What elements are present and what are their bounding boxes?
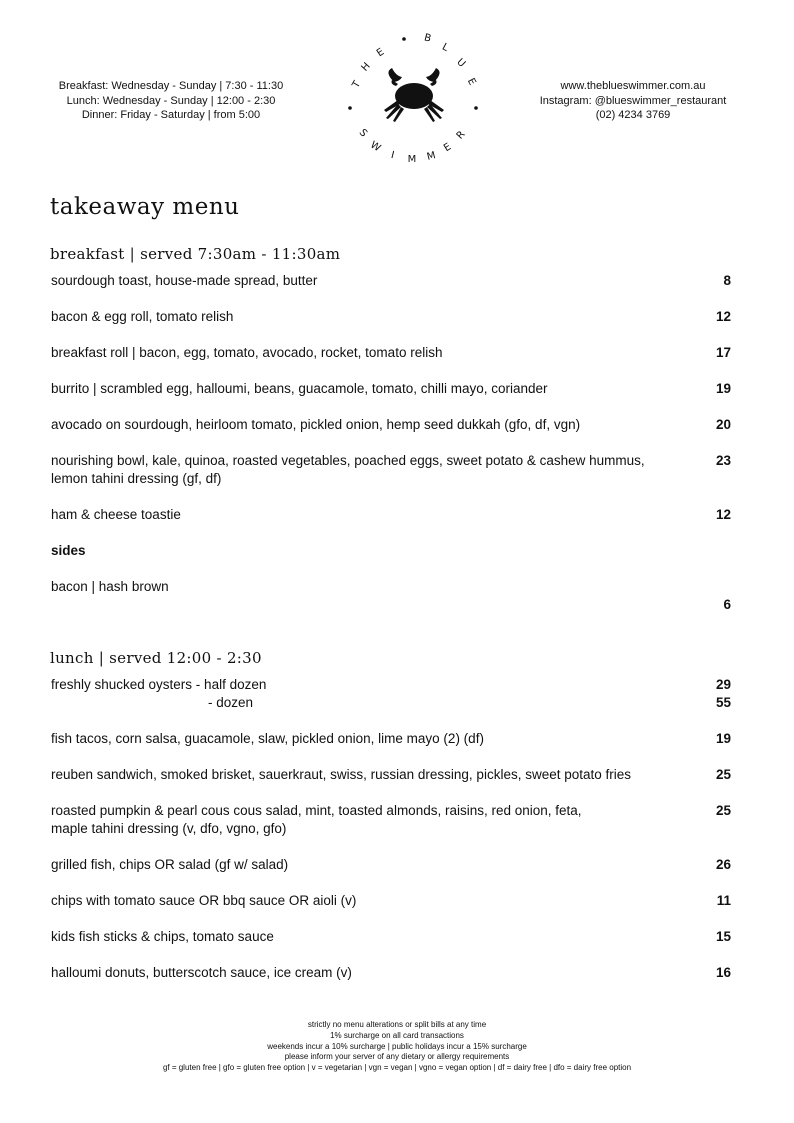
svg-text:W: W [368,139,383,155]
footer-line: gf = gluten free | gfo = gluten free option | v = vegetarian | vgn = vegan | vgno = vegan option | df = dairy free | dfo = dairy free option [162,1063,632,1073]
menu-item: chips with tomato sauce OR bbq sauce OR aioli (v) 11 [51,893,731,908]
item-price: 23 [715,453,731,468]
sides-heading: sides [51,543,86,558]
footer-line: please inform your server of any dietary or allergy requirements [284,1052,510,1062]
hours-lunch: Lunch: Wednesday - Sunday | 12:00 - 2:30 [66,94,276,107]
footer-line: weekends incur a 10% surcharge | public holidays incur a 15% surcharge [267,1041,527,1051]
menu-item: roasted pumpkin & pearl cous cous salad, mint, toasted almonds, raisins, red onion, feta, maple tahini dressing (v, dfo, vgno, gfo) 25 [51,803,731,836]
menu-item: ham & cheese toastie 12 [51,507,731,522]
menu-item: fish tacos, corn salsa, guacamole, slaw, pickled onion, lime mayo (2) (df) 19 [51,731,731,746]
item-price: 25 [715,767,731,782]
phone-number[interactable]: (02) 4234 3769 [595,109,671,121]
svg-text:E: E [374,46,387,60]
item-price: 8 [723,273,731,288]
svg-text:U: U [454,56,468,70]
item-price: 6 [723,597,731,612]
svg-text:B: B [422,32,433,45]
svg-text:R: R [454,129,468,142]
menu-item: freshly shucked oysters - half dozen - dozen 29 55 [51,677,731,710]
website-link[interactable]: www.theblueswimmer.com.au [560,80,706,92]
item-price: 25 [715,803,731,818]
item-price: 12 [715,309,731,324]
item-price: 15 [715,929,731,944]
blue-swimmer-logo [336,24,488,176]
menu-item: bacon & egg roll, tomato relish 12 [51,309,731,324]
svg-text:E: E [442,141,454,155]
menu-item: halloumi donuts, butterscotch sauce, ice cream (v) 16 [51,965,731,980]
menu-item: grilled fish, chips OR salad (gf w/ salad) 26 [51,857,731,872]
menu-item: kids fish sticks & chips, tomato sauce 15 [51,929,731,944]
menu-item: breakfast roll | bacon, egg, tomato, avocado, rocket, tomato relish 17 [51,345,731,360]
menu-title: takeaway menu [50,194,240,220]
footer-line: strictly no menu alterations or split bills at any time [307,1020,487,1029]
svg-text:S: S [356,127,370,140]
item-price: 16 [715,965,731,980]
menu-item: nourishing bowl, kale, quinoa, roasted vegetables, poached eggs, sweet potato & cashew hummus, lemon tahini dressing (gf, df) 23 [51,453,731,486]
item-price: 17 [715,345,731,360]
menu-item: reuben sandwich, smoked brisket, sauerkraut, swiss, russian dressing, pickles, sweet potato fries 25 [51,767,731,782]
item-price: 20 [715,417,731,432]
svg-text:E: E [464,76,478,88]
hours-breakfast: Breakfast: Wednesday - Sunday | 7:30 - 11:30 [58,80,284,92]
menu-item: burrito | scrambled egg, halloumi, beans, guacamole, tomato, chilli mayo, coriander 19 [51,381,731,396]
hours-dinner: Dinner: Friday - Saturday | from 5:00 [81,109,261,121]
menu-item: bacon | hash brown [51,579,169,594]
svg-text:I: I [389,149,396,162]
contact-info [512,79,754,123]
crab-shape [384,68,444,122]
item-price: 11 [716,893,731,908]
item-price: 26 [715,857,731,872]
opening-hours [40,79,302,123]
svg-text:T: T [350,79,364,91]
breakfast-heading: breakfast | served 7:30am - 11:30am [50,245,341,263]
svg-text:L: L [440,41,451,54]
crab-icon [336,24,488,176]
svg-text:M: M [407,154,417,165]
svg-text:H: H [359,60,373,74]
menu-item: avocado on sourdough, heirloom tomato, pickled onion, hemp seed dukkah (gfo, df, vgn) 20 [51,417,731,432]
item-price: 29 55 [715,677,731,710]
lunch-heading: lunch | served 12:00 - 2:30 [50,649,262,667]
footer-notes [0,1020,794,1074]
instagram-handle[interactable]: Instagram: @blueswimmer_restaurant [539,94,727,107]
item-price: 19 [715,731,731,746]
item-price: 12 [715,507,731,522]
menu-item: sourdough toast, house-made spread, butter 8 [51,273,731,288]
footer-line: 1% surcharge on all card transactions [330,1030,464,1040]
item-price: 19 [715,381,731,396]
svg-text:M: M [425,150,437,163]
